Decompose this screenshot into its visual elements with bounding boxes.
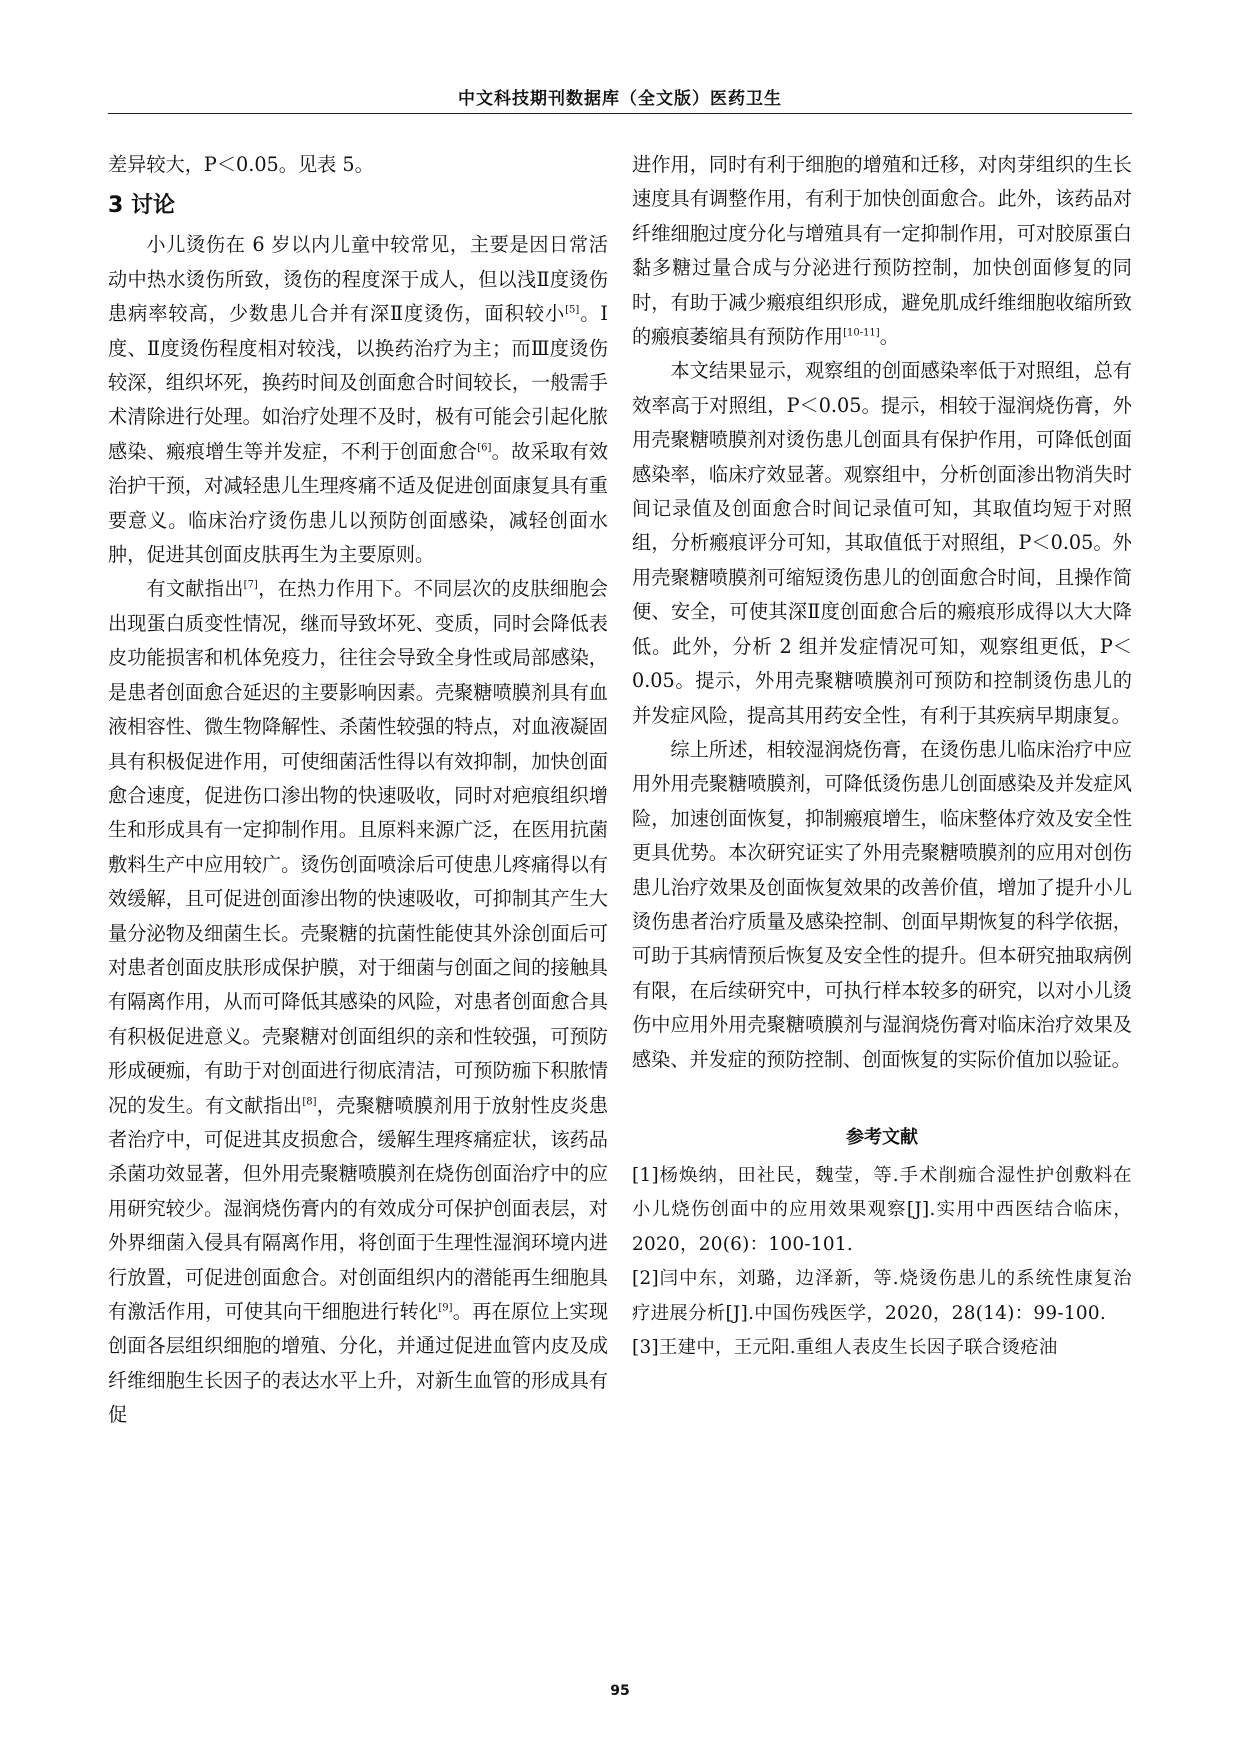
conclusion-paragraph: 综上所述，相较湿润烧伤膏，在烫伤患儿临床治疗中应用外用壳聚糖喷膜剂，可降低烫伤患儿创面感染及并发症风险，加速创面恢复，抑制瘢痕增生，临床整体疗效及安全性更具优势。本次研究证实了外用壳聚糖喷膜剂的应用对创伤患儿治疗效果及创面恢复效果的改善价值，增加了提升小儿烫伤患者治疗质量及感染控制、创面早期恢复的科学依据，可助于其病情预后恢复及安全性的提升。但本研究抽取病例有限，在后续研究中，可执行样本较多的研究，以对小儿烫伤中应用外用壳聚糖喷膜剂与湿润烧伤膏对临床治疗效果及感染、并发症的预防控制、创面恢复的实际价值加以验证。 xyxy=(632,737,1132,1071)
reference-item-1: [1]杨焕纳，田社民，魏莹，等.手术削痂合湿性护创敷料在小儿烧伤创面中的应用效果观察[J].实用中西医结合临床，2020，20(6)：100-101. xyxy=(632,1164,1132,1255)
header-divider xyxy=(108,113,1132,114)
discussion-paragraph-2 xyxy=(108,572,608,1432)
text-span: ，在热力作用下。不同层次的皮肤细胞会出现蛋白质变性情况，继而导致坏死、变质，同时会降低表皮功能损害和机体免疫力，往往会导致全身性或局部感染，是患者创面愈合延迟的主要影响因素。壳聚糖喷膜剂具有血液相容性、微生物降解性、杀菌性较强的特点，对血液凝固具有积极促进作用，可使细菌活性得以有效抑制，加快创面愈合速度，促进伤口渗出物的快速吸收，同时对疤痕组织增生和形成具有一定抑制作用。且原料来源广泛，在医用抗菌敷料生产中应用较广。烫伤创面喷涂后可使患儿疼痛得以有效缓解，且可促进创面渗出物的快速吸收，可抑制其产生大量分泌物及细菌生长。壳聚糖的抗菌性能使其外涂创面后可对患者创面皮肤形成保护膜，对于细菌与创面之间的接触具有隔离作用，从而可降低其感染的风险，对患者创面愈合具有积极促进意义。壳聚糖对创面组织的亲和性较强，可预防形成硬痂，有助于对创面进行彻底清洁，可预防痂下积脓情况的发生。有文献指出 xyxy=(108,577,609,1117)
citation-ref: [8] xyxy=(302,1096,317,1108)
text-span: 。Ⅰ度、Ⅱ度烫伤程度相对较浅，以换药治疗为主；而Ⅲ度烫伤较深，组织坏死，换药时间及创面愈合时间较长，一般需手术清除进行处理。如治疗处理不及时，极有可能会引起化脓感染、瘢痕增生等并发症，不利于创面愈合 xyxy=(108,302,608,463)
page-number: 95 xyxy=(610,1683,630,1699)
reference-item-2: [2]闫中东，刘璐，边泽新，等.烧烫伤患儿的系统性康复治疗进展分析[J].中国伤残医学，2020，28(14)：99-100. xyxy=(632,1268,1132,1324)
text-span: ，壳聚糖喷膜剂用于放射性皮炎患者治疗中，可促进其皮损愈合，缓解生理疼痛症状，该药品杀菌功效显著，但外用壳聚糖喷膜剂在烧伤创面治疗中的应用研究较少。湿润烧伤膏内的有效成分可保护创面表层，对外界细菌入侵具有隔离作用，将创面于生理性湿润环境内进行放置，可促进创面愈合。对创面组织内的潜能再生细胞具有激活作用，可使其向干细胞进行转化 xyxy=(108,1093,609,1323)
text-span: 小儿烫伤在 6 岁以内儿童中较常见，主要是因日常活动中热水烫伤所致，烫伤的程度深于成人，但以浅Ⅱ度烫伤患病率较高，少数患儿合并有深Ⅱ度烫伤，面积较小 xyxy=(108,233,608,326)
text-span: 。 xyxy=(879,325,899,349)
discussion-paragraph-3 xyxy=(632,148,1132,354)
citation-ref: [9] xyxy=(438,1302,453,1314)
section-heading-discussion: 3 讨论 xyxy=(108,193,175,219)
results-tail-text: 差异较大，P＜0.05。见表 5。 xyxy=(108,153,374,176)
text-span: 有文献指出 xyxy=(146,577,244,601)
text-span: 进作用，同时有利于细胞的增殖和迁移，对肉芽组织的生长速度具有调整作用，有利于加快创面愈合。此外，该药品对纤维细胞过度分化与增殖具有一定抑制作用，可对胶原蛋白黏多糖过量合成与分泌进行预防控制，加快创面修复的同时，有助于减少瘢痕组织形成，避免肌成纤维细胞收缩所致的瘢痕萎缩具有预防作用 xyxy=(632,153,1132,349)
discussion-paragraph-1 xyxy=(108,228,608,572)
text-span: 。再在原位上实现创面各层组织细胞的增殖、分化，并通过促进血管内皮及成纤维细胞生长因子的表达水平上升，对新生血管的形成具有促 xyxy=(108,1300,609,1427)
results-tail-paragraph xyxy=(108,148,608,182)
citation-ref: [6] xyxy=(477,442,492,454)
journal-header: 中文科技期刊数据库（全文版）医药卫生 xyxy=(458,89,782,109)
citation-ref: [5] xyxy=(565,304,580,316)
citation-ref: [10-11] xyxy=(843,327,880,339)
references-heading: 参考文献 xyxy=(846,1126,918,1148)
reference-item-3: [3]王建中，王元阳.重组人表皮生长因子联合烫疮油 xyxy=(632,1337,1058,1358)
text-span: 。故采取有效治护干预，对减轻患儿生理疼痛不适及促进创面康复具有重要意义。临床治疗烫伤患儿以预防创面感染，减轻创面水肿，促进其创面皮肤再生为主要原则。 xyxy=(108,439,609,567)
results-discussion-paragraph: 本文结果显示，观察组的创面感染率低于对照组，总有效率高于对照组，P＜0.05。提示，相较于湿润烧伤膏，外用壳聚糖喷膜剂对烫伤患儿创面具有保护作用，可降低创面感染率，临床疗效显著。观察组中，分析创面渗出物消失时间记录值及创面愈合时间记录值可知，其取值均短于对照组，分析瘢痕评分可知，其取值低于对照组，P＜0.05。外用壳聚糖喷膜剂可缩短烫伤患儿的创面愈合时间，且操作简便、安全，可使其深Ⅱ度创面愈合后的瘢痕形成得以大大降低。此外，分析 2 组并发症情况可知，观察组更低，P＜0.05。提示，外用壳聚糖喷膜剂可预防和控制烫伤患儿的并发症风险，提高其用药安全性，有利于其疾病早期康复。 xyxy=(632,359,1132,727)
left-column xyxy=(108,148,608,1433)
citation-ref: [7] xyxy=(243,580,258,592)
right-column xyxy=(632,148,1132,1365)
